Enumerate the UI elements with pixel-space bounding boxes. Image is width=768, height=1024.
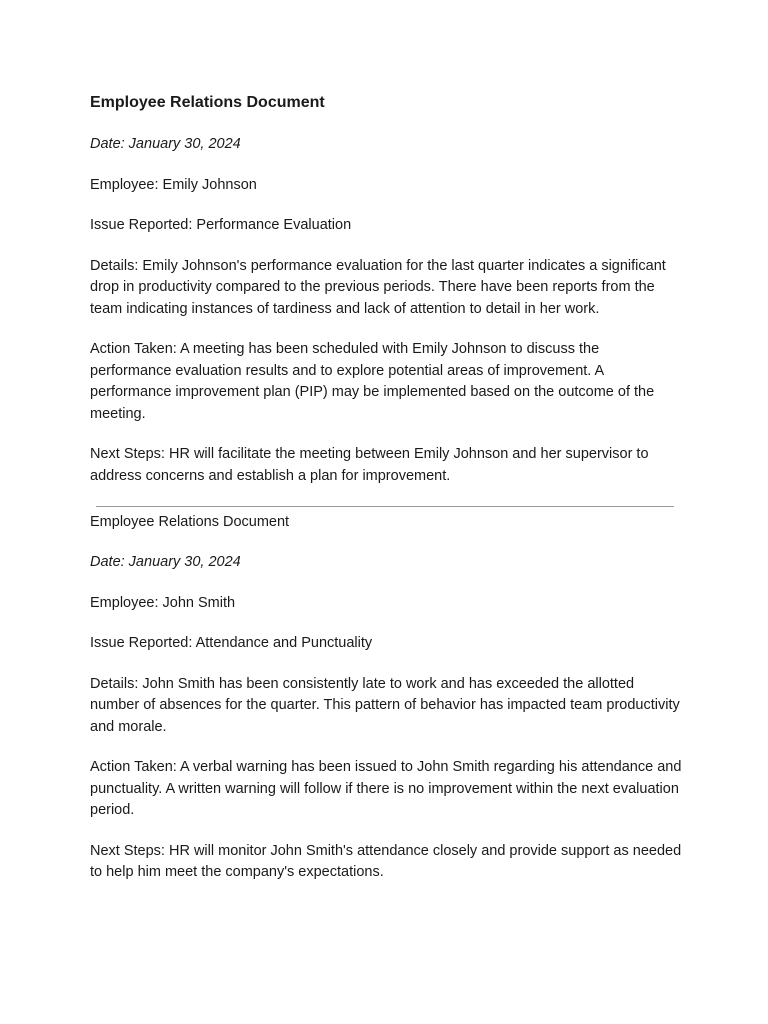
document-title: Employee Relations Document (90, 94, 325, 111)
record-next-steps: Next Steps: HR will facilitate the meeting between Emily Johnson and her supervisor to address concerns and establish a plan for improvement. (90, 446, 649, 484)
record-date: Date: January 30, 2024 (90, 136, 241, 152)
document-page (90, 92, 682, 903)
record-action-taken: Action Taken: A verbal warning has been issued to John Smith regarding his attendance and punctuality. A written warning will follow if there is no improvement within the next evaluation period. (90, 759, 682, 818)
document-title: Employee Relations Document (90, 514, 290, 530)
record-details: Details: Emily Johnson's performance evaluation for the last quarter indicates a significant drop in productivity compared to the previous periods. There have been reports from the team indicating instances of tardiness and lack of attention to detail in her work. (90, 257, 666, 317)
record-john-smith (90, 512, 682, 884)
record-action-taken: Action Taken: A meeting has been scheduled with Emily Johnson to discuss the performance evaluation results and to explore potential areas of improvement. A performance improvement plan (PIP) may be implemented based on the outcome of the meeting. (90, 341, 655, 422)
record-issue: Issue Reported: Performance Evaluation (90, 217, 352, 233)
record-date: Date: January 30, 2024 (90, 554, 241, 570)
record-next-steps: Next Steps: HR will monitor John Smith's attendance closely and provide support as needed to help him meet the company's expectations. (90, 842, 682, 880)
record-employee: Employee: John Smith (90, 594, 236, 611)
section-divider (96, 506, 674, 507)
record-emily-johnson (90, 92, 682, 487)
record-issue: Issue Reported: Attendance and Punctuality (90, 635, 373, 651)
record-employee: Employee: Emily Johnson (90, 176, 257, 193)
record-details: Details: John Smith has been consistently late to work and has exceeded the allotted number of absences for the quarter. This pattern of behavior has impacted team productivity and morale. (90, 675, 680, 735)
